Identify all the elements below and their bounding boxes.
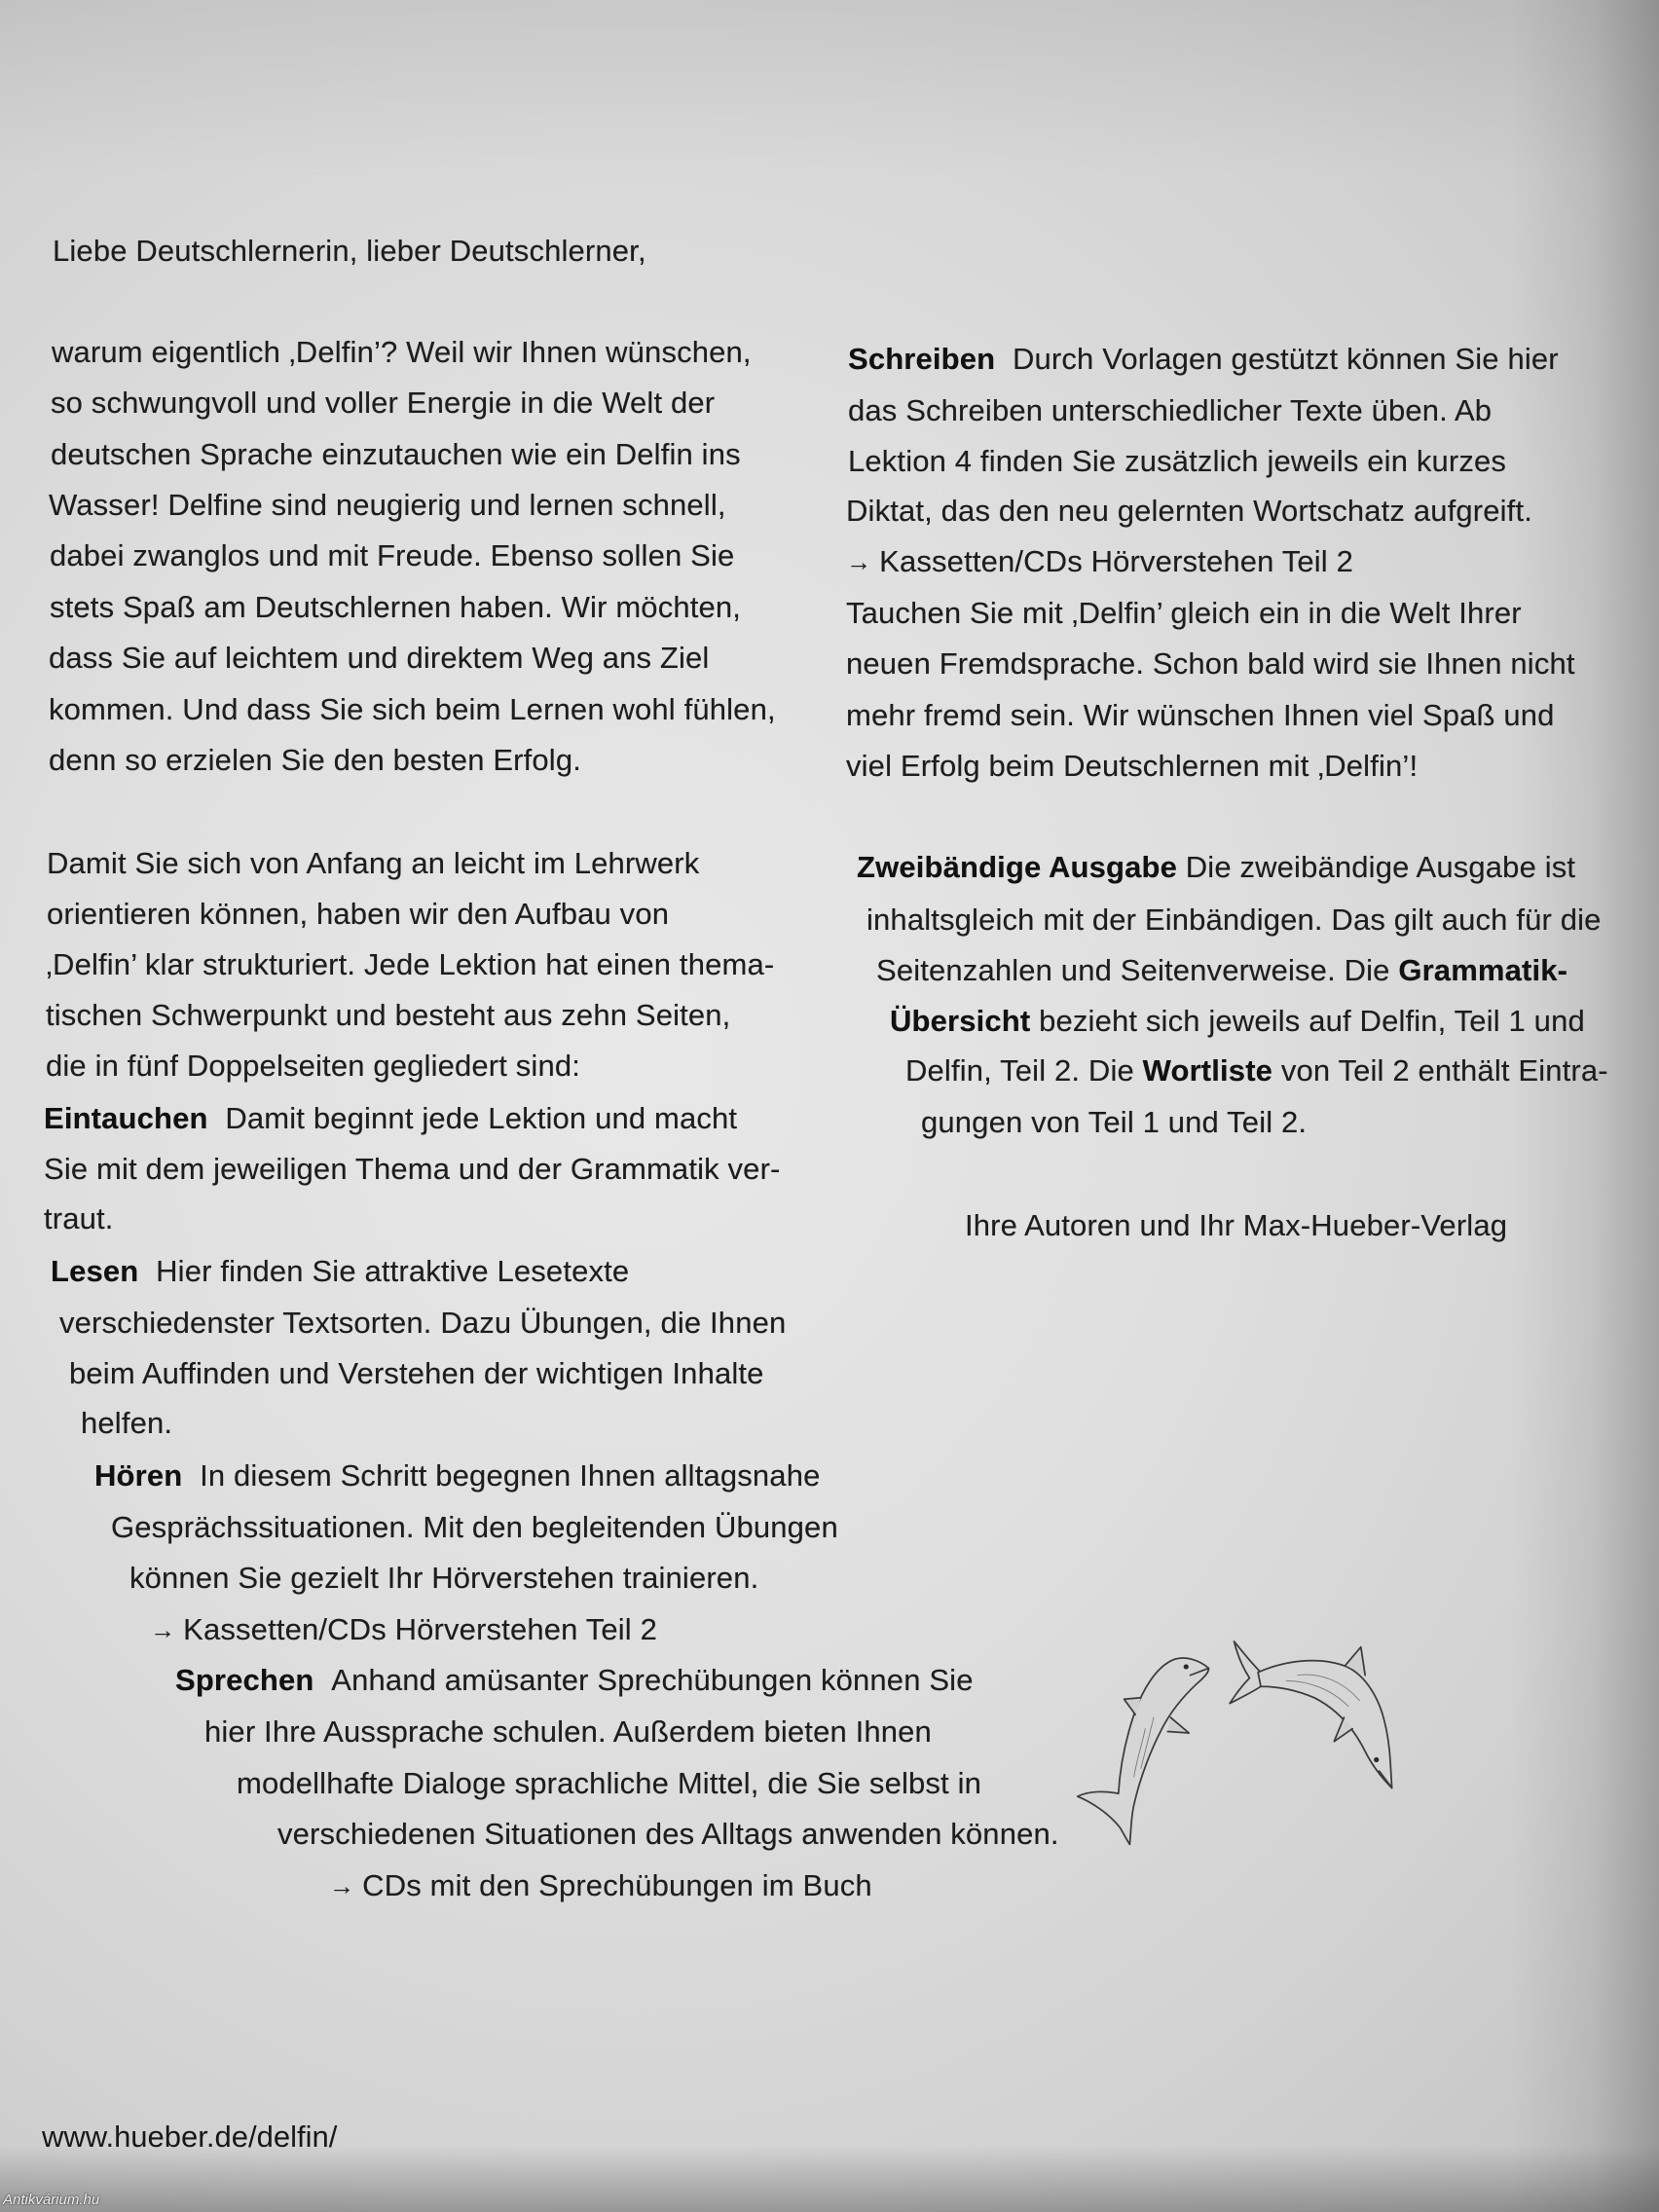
section-text: Durch Vorlagen gestützt können Sie hier	[1013, 342, 1559, 376]
intro-line: kommen. Und dass Sie sich beim Lernen wohl fühlen,	[49, 692, 776, 726]
reference-text: CDs mit den Sprechübungen im Buch	[362, 1868, 872, 1902]
reference-text: Kassetten/CDs Hörverstehen Teil 2	[879, 544, 1353, 578]
dolphins-icon	[1072, 1630, 1396, 1849]
intro-line: deutschen Sprache einzutauchen wie ein Delfin ins	[51, 437, 741, 471]
watermark: Antikvárium.hu	[3, 2192, 100, 2208]
reference-line	[329, 1861, 872, 1911]
edition-line: inhaltsgleich mit der Einbändigen. Das gilt auch für die	[866, 903, 1602, 937]
section-text: Damit beginnt jede Lektion und macht	[225, 1101, 738, 1135]
section-label: Eintauchen	[44, 1101, 208, 1135]
reference-text: Kassetten/CDs Hörverstehen Teil 2	[183, 1612, 657, 1646]
arrow-right-icon: →	[846, 547, 872, 576]
edition-line	[890, 996, 1585, 1047]
edition-line	[905, 1046, 1608, 1096]
section-line: modellhafte Dialoge sprachliche Mittel, die Sie selbst in	[237, 1766, 981, 1800]
closing-line: mehr fremd sein. Wir wünschen Ihnen viel Spaß und	[846, 698, 1555, 732]
section-line: hier Ihre Aussprache schulen. Außerdem bieten Ihnen	[204, 1714, 932, 1749]
intro-line: dabei zwanglos und mit Freude. Ebenso sollen Sie	[50, 538, 735, 572]
arrow-right-icon: →	[329, 1871, 355, 1900]
section-text: Anhand amüsanter Sprechübungen können Sie	[331, 1663, 974, 1697]
section-line: können Sie gezielt Ihr Hörverstehen trainieren.	[129, 1561, 759, 1595]
section-line: Sie mit dem jeweiligen Thema und der Grammatik ver-	[44, 1152, 781, 1186]
section-lesen	[51, 1246, 629, 1297]
arrow-right-icon: →	[150, 1615, 176, 1644]
intro-line: so schwungvoll und voller Energie in die Welt der	[51, 386, 716, 420]
greeting: Liebe Deutschlernerin, lieber Deutschlerner,	[53, 234, 646, 268]
structure-line: die in fünf Doppelseiten gegliedert sind:	[46, 1049, 581, 1083]
section-text: Hier finden Sie attraktive Lesetexte	[156, 1254, 630, 1288]
edition-text: Delfin, Teil 2. Die	[905, 1053, 1134, 1088]
intro-line: dass Sie auf leichtem und direktem Weg ans Ziel	[49, 641, 710, 675]
dolphin-right	[1230, 1641, 1392, 1788]
structure-line: tischen Schwerpunkt und besteht aus zehn Seiten,	[46, 998, 731, 1032]
section-hoeren	[94, 1451, 820, 1501]
edition-text: von Teil 2 enthält Eintra-	[1280, 1053, 1608, 1088]
edition-line	[876, 945, 1567, 996]
signature: Ihre Autoren und Ihr Max-Hueber-Verlag	[965, 1208, 1508, 1242]
closing-line: Tauchen Sie mit ‚Delfin’ gleich ein in die Welt Ihrer	[846, 596, 1522, 630]
section-sprechen	[175, 1655, 974, 1706]
edition-text: bezieht sich jeweils auf Delfin, Teil 1 und	[1039, 1004, 1585, 1038]
structure-line: Damit Sie sich von Anfang an leicht im Lehrwerk	[47, 846, 700, 880]
section-label: Schreiben	[848, 342, 996, 376]
footer-url: www.hueber.de/delfin/	[42, 2120, 338, 2154]
section-line: beim Auffinden und Verstehen der wichtigen Inhalte	[69, 1356, 764, 1390]
dolphin-left	[1078, 1658, 1209, 1844]
edition-line: gungen von Teil 1 und Teil 2.	[921, 1105, 1308, 1139]
section-schreiben	[848, 334, 1559, 385]
section-label: Lesen	[51, 1254, 139, 1288]
edition-label: Zweibändige Ausgabe	[857, 850, 1177, 884]
section-label: Hören	[94, 1458, 183, 1493]
section-line: verschiedenster Textsorten. Dazu Übungen, die Ihnen	[59, 1306, 787, 1340]
section-label: Sprechen	[175, 1663, 314, 1697]
section-line: Lektion 4 finden Sie zusätzlich jeweils ein kurzes	[848, 444, 1507, 478]
intro-line: stets Spaß am Deutschlernen haben. Wir möchten,	[50, 590, 742, 624]
section-line: das Schreiben unterschiedlicher Texte üben. Ab	[848, 393, 1493, 427]
edition-keyword: Grammatik-	[1398, 953, 1568, 987]
section-line: helfen.	[81, 1406, 173, 1440]
section-line: traut.	[44, 1201, 114, 1235]
reference-line	[150, 1604, 657, 1655]
section-line: Gesprächssituationen. Mit den begleitenden Übungen	[111, 1510, 838, 1544]
structure-line: ‚Delfin’ klar strukturiert. Jede Lektion hat einen thema-	[46, 947, 775, 981]
section-eintauchen	[44, 1093, 737, 1144]
section-line: Diktat, das den neu gelernten Wortschatz aufgreift.	[846, 494, 1532, 528]
intro-line: denn so erzielen Sie den besten Erfolg.	[49, 743, 581, 777]
edition-text: Seitenzahlen und Seitenverweise. Die	[876, 953, 1390, 987]
intro-line: warum eigentlich ‚Delfin’? Weil wir Ihnen wünschen,	[52, 335, 752, 369]
section-line: verschiedenen Situationen des Alltags anwenden können.	[277, 1817, 1059, 1851]
edition-text: Die zweibändige Ausgabe ist	[1185, 850, 1576, 884]
closing-line: neuen Fremdsprache. Schon bald wird sie Ihnen nicht	[846, 646, 1575, 681]
reference-line	[846, 536, 1353, 587]
section-text: In diesem Schritt begegnen Ihnen alltagsnahe	[200, 1458, 821, 1493]
edition-keyword: Übersicht	[890, 1004, 1031, 1038]
structure-line: orientieren können, haben wir den Aufbau von	[47, 897, 670, 931]
closing-line: viel Erfolg beim Deutschlernen mit ‚Delfin’!	[846, 749, 1419, 783]
edition-line	[857, 842, 1575, 893]
edition-keyword: Wortliste	[1142, 1053, 1273, 1088]
intro-line: Wasser! Delfine sind neugierig und lernen schnell,	[49, 488, 726, 522]
